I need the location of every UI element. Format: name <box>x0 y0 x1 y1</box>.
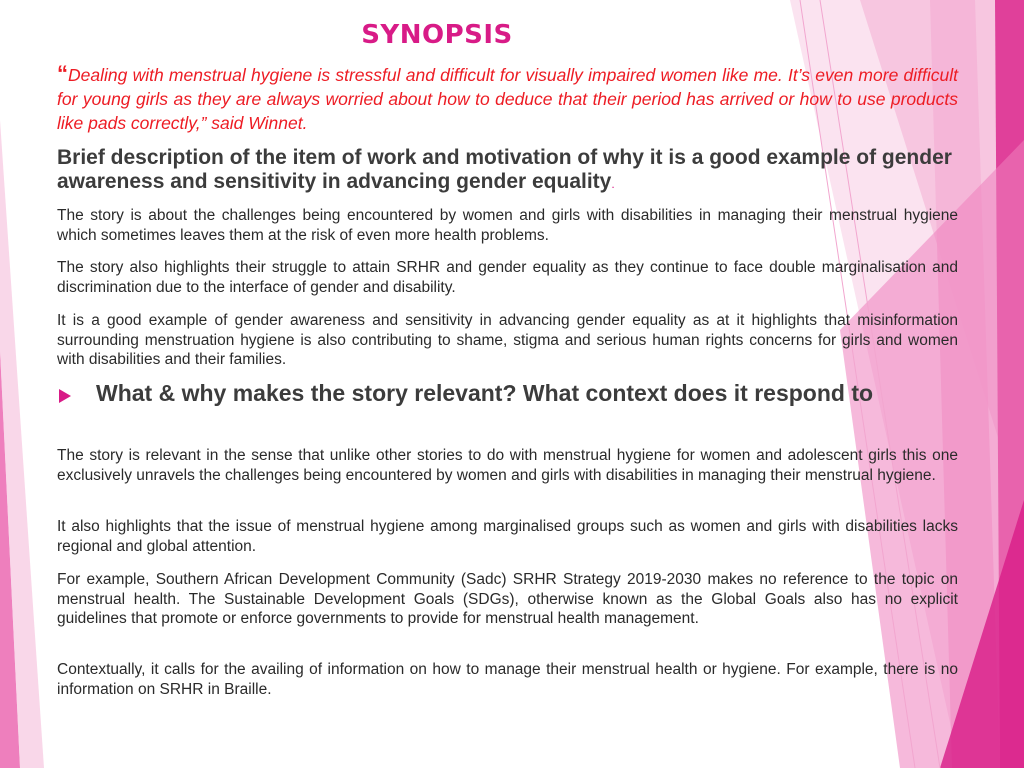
paragraph-3: It is a good example of gender awareness and sensitivity in advancing gender equality as at it highlights that misinformation surrounding menstruation hygiene is also contributing to shame, stigma and serious human rights concerns for girls and women with disabilities and their families. <box>57 312 958 368</box>
relevance-heading: What & why makes the story relevant? What context does it respond to <box>96 380 874 406</box>
description-heading-text: Brief description of the item of work and motivation of why it is a good example of gender awareness and sensitivity in advancing gender equality <box>57 146 952 193</box>
description-heading-tail: . <box>611 177 615 191</box>
quote-text <box>57 62 958 135</box>
quote-mark: “ <box>57 61 68 86</box>
description-heading <box>57 146 958 196</box>
paragraph-4: The story is relevant in the sense that unlike other stories to do with menstrual hygiene for women and adolescent girls this one exclusively unravels the challenges being encountered by women and girls with disabilities in managing their menstrual hygiene. <box>57 447 958 484</box>
triangle-right-icon <box>59 389 71 403</box>
paragraph-2: The story also highlights their struggle to attain SRHR and gender equality as they continue to face double marginalisation and discrimination due to the interface of gender and disability. <box>57 259 958 296</box>
paragraph-6: For example, Southern African Development Community (Sadc) SRHR Strategy 2019-2030 makes no reference to the topic on menstrual health. The Sustainable Development Goals (SDGs), otherwise known as the Global Goals also has no explicit guidelines that promote or enforce governments to provide for menstrual health management. <box>57 571 958 627</box>
quote-body: Dealing with menstrual hygiene is stressful and difficult for visually impaired women like me. It’s even more difficult for young girls as they are always worried about how to deduce that their period has arrived or how to use products like pads correctly,” said Winnet. <box>57 65 958 133</box>
slide-title: SYNOPSIS <box>361 20 513 50</box>
paragraph-1: The story is about the challenges being encountered by women and girls with disabilities in managing their menstrual hygiene which sometimes leaves them at the risk of even more health problems. <box>57 207 958 244</box>
paragraph-7: Contextually, it calls for the availing of information on how to manage their menstrual health or hygiene. For example, there is no information on SRHR in Braille. <box>57 661 958 698</box>
paragraph-5: It also highlights that the issue of menstrual hygiene among marginalised groups such as women and girls with disabilities lacks regional and global attention. <box>57 518 958 555</box>
